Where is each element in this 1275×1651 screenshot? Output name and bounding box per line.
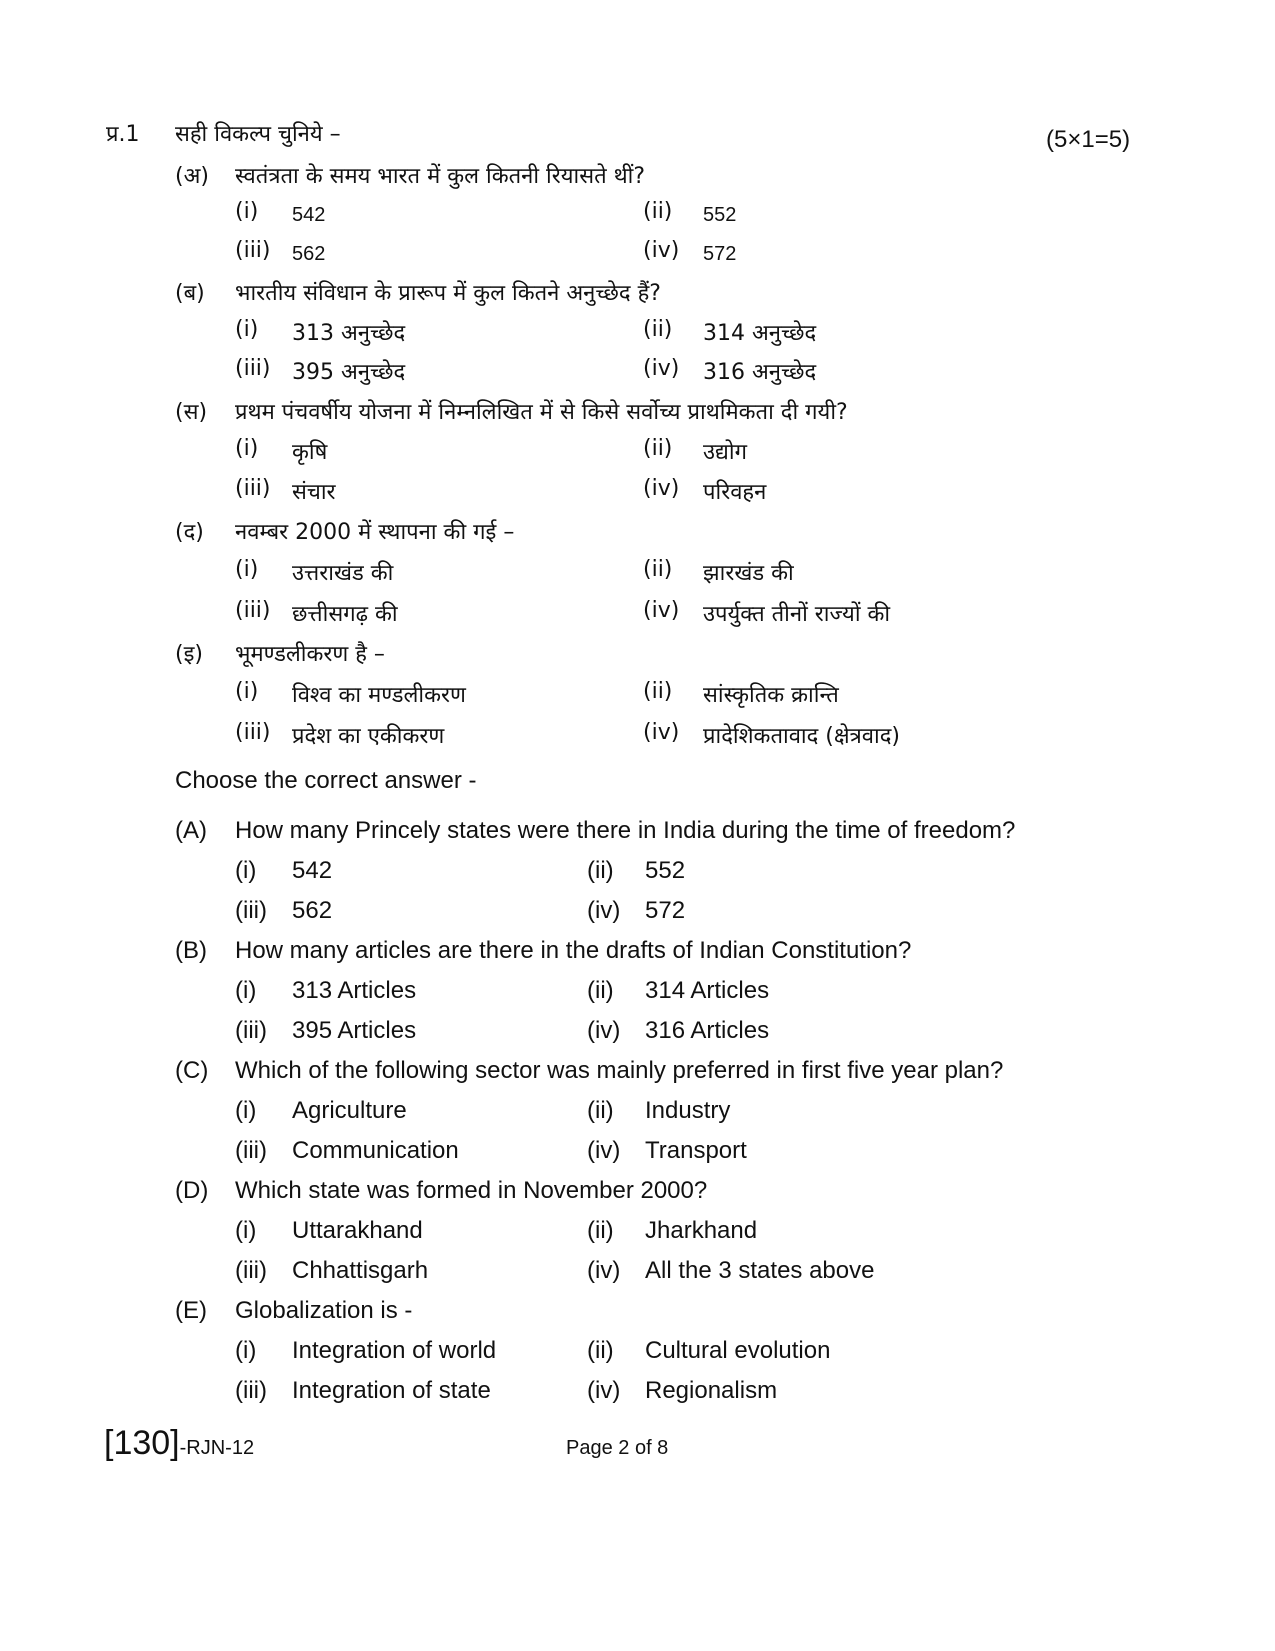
option-roman: (iv) <box>643 598 680 623</box>
option-text: Jharkhand <box>645 1217 758 1244</box>
question-label: (E) <box>175 1297 207 1324</box>
instruction-hindi: सही विकल्प चुनिये – <box>175 122 341 147</box>
option-text: Chhattisgarh <box>292 1257 429 1284</box>
option-text: 314 अनुच्छेद <box>703 321 817 346</box>
paper-code-number: [130] <box>104 1424 180 1462</box>
option-roman: (ii) <box>643 679 673 704</box>
question-text: प्रथम पंचवर्षीय योजना में निम्नलिखित में से किसे सर्वोच्य प्राथमिकता दी गयी? <box>235 400 848 425</box>
option-roman: (ii) <box>587 1217 614 1244</box>
question-label: (ब) <box>175 281 205 306</box>
option-text: 542 <box>292 857 333 884</box>
option-text: 562 <box>292 243 326 265</box>
option-text: 562 <box>292 897 333 924</box>
option-roman: (iv) <box>643 476 680 501</box>
option-text: 314 Articles <box>645 977 770 1004</box>
option-roman: (ii) <box>587 1337 614 1364</box>
option-text: 552 <box>645 857 686 884</box>
option-roman: (ii) <box>643 557 673 582</box>
instruction-english: Choose the correct answer - <box>175 767 477 794</box>
option-roman: (ii) <box>643 436 673 461</box>
option-text: विश्व का मण्डलीकरण <box>292 683 466 708</box>
option-text: 313 Articles <box>292 977 417 1004</box>
option-text: झारखंड की <box>703 561 794 586</box>
option-text: 572 <box>703 243 737 265</box>
option-text: उत्तराखंड की <box>292 561 394 586</box>
option-roman: (iii) <box>235 1257 267 1284</box>
option-roman: (ii) <box>587 1097 614 1124</box>
option-roman: (iii) <box>235 1137 267 1164</box>
option-roman: (ii) <box>643 317 673 342</box>
question-label: (D) <box>175 1177 209 1204</box>
paper-code <box>104 1424 254 1463</box>
page-number: Page 2 of 8 <box>566 1437 669 1459</box>
option-roman: (iii) <box>235 598 271 623</box>
option-roman: (i) <box>235 199 259 224</box>
question-label: (अ) <box>175 164 209 189</box>
option-text: Regionalism <box>645 1377 778 1404</box>
question-text: Globalization is - <box>235 1297 413 1324</box>
option-text: Uttarakhand <box>292 1217 423 1244</box>
option-roman: (iv) <box>643 356 680 381</box>
option-roman: (i) <box>235 436 259 461</box>
option-text: सांस्कृतिक क्रान्ति <box>703 683 839 708</box>
option-roman: (i) <box>235 1097 257 1124</box>
option-text: 395 Articles <box>292 1017 417 1044</box>
option-roman: (iii) <box>235 1017 267 1044</box>
option-text: परिवहन <box>703 480 767 505</box>
marks-label: (5×1=5) <box>1046 126 1131 153</box>
option-roman: (iii) <box>235 897 267 924</box>
option-roman: (i) <box>235 1337 257 1364</box>
option-roman: (iii) <box>235 1377 267 1404</box>
option-roman: (iii) <box>235 238 271 263</box>
option-roman: (ii) <box>587 857 614 884</box>
question-text: भूमण्डलीकरण है – <box>235 642 385 667</box>
option-text: 316 अनुच्छेद <box>703 360 817 385</box>
question-label: (C) <box>175 1057 209 1084</box>
option-text: प्रदेश का एकीकरण <box>292 724 445 749</box>
question-label: (द) <box>175 520 204 545</box>
option-roman: (iii) <box>235 720 271 745</box>
option-text: छत्तीसगढ़ की <box>292 602 398 627</box>
option-roman: (i) <box>235 317 259 342</box>
question-label: (B) <box>175 937 207 964</box>
option-text: उद्योग <box>703 440 748 465</box>
option-roman: (iv) <box>587 1257 621 1284</box>
option-roman: (i) <box>235 679 259 704</box>
question-text: How many Princely states were there in India during the time of freedom? <box>235 817 1016 844</box>
option-roman: (i) <box>235 857 257 884</box>
question-text: स्वतंत्रता के समय भारत में कुल कितनी रियासते थीं? <box>235 164 646 189</box>
option-roman: (iv) <box>587 1137 621 1164</box>
option-text: उपर्युक्त तीनों राज्यों की <box>703 602 891 627</box>
option-roman: (ii) <box>587 977 614 1004</box>
option-text: कृषि <box>292 440 328 465</box>
option-text: Cultural evolution <box>645 1337 831 1364</box>
question-text: भारतीय संविधान के प्रारूप में कुल कितने अनुच्छेद हैं? <box>235 281 661 306</box>
option-roman: (iii) <box>235 356 271 381</box>
option-text: 552 <box>703 204 737 226</box>
option-roman: (i) <box>235 1217 257 1244</box>
option-text: All the 3 states above <box>645 1257 875 1284</box>
paper-code-suffix: -RJN-12 <box>179 1437 255 1459</box>
option-roman: (iv) <box>643 238 680 263</box>
option-roman: (i) <box>235 977 257 1004</box>
question-number: प्र.1 <box>106 122 140 147</box>
option-text: 542 <box>292 204 326 226</box>
option-text: 313 अनुच्छेद <box>292 321 406 346</box>
question-text: Which of the following sector was mainly preferred in first five year plan? <box>235 1057 1004 1084</box>
option-text: Communication <box>292 1137 459 1164</box>
question-label: (A) <box>175 817 207 844</box>
option-text: 316 Articles <box>645 1017 770 1044</box>
option-text: Transport <box>645 1137 747 1164</box>
option-roman: (iv) <box>587 897 621 924</box>
option-roman: (iv) <box>587 1017 621 1044</box>
option-roman: (iv) <box>587 1377 621 1404</box>
question-text: Which state was formed in November 2000? <box>235 1177 708 1204</box>
option-text: प्रादेशिकतावाद (क्षेत्रवाद) <box>703 724 900 749</box>
question-label: (स) <box>175 400 208 425</box>
option-roman: (iv) <box>643 720 680 745</box>
option-text: 572 <box>645 897 686 924</box>
option-roman: (i) <box>235 557 259 582</box>
question-label: (इ) <box>175 642 203 667</box>
question-text: How many articles are there in the drafts of Indian Constitution? <box>235 937 912 964</box>
option-text: संचार <box>292 480 336 505</box>
option-roman: (iii) <box>235 476 271 501</box>
option-text: Industry <box>645 1097 731 1124</box>
option-text: Agriculture <box>292 1097 407 1124</box>
option-roman: (ii) <box>643 199 673 224</box>
option-text: Integration of world <box>292 1337 497 1364</box>
option-text: 395 अनुच्छेद <box>292 360 406 385</box>
question-text: नवम्बर 2000 में स्थापना की गई – <box>235 520 515 545</box>
option-text: Integration of state <box>292 1377 491 1404</box>
